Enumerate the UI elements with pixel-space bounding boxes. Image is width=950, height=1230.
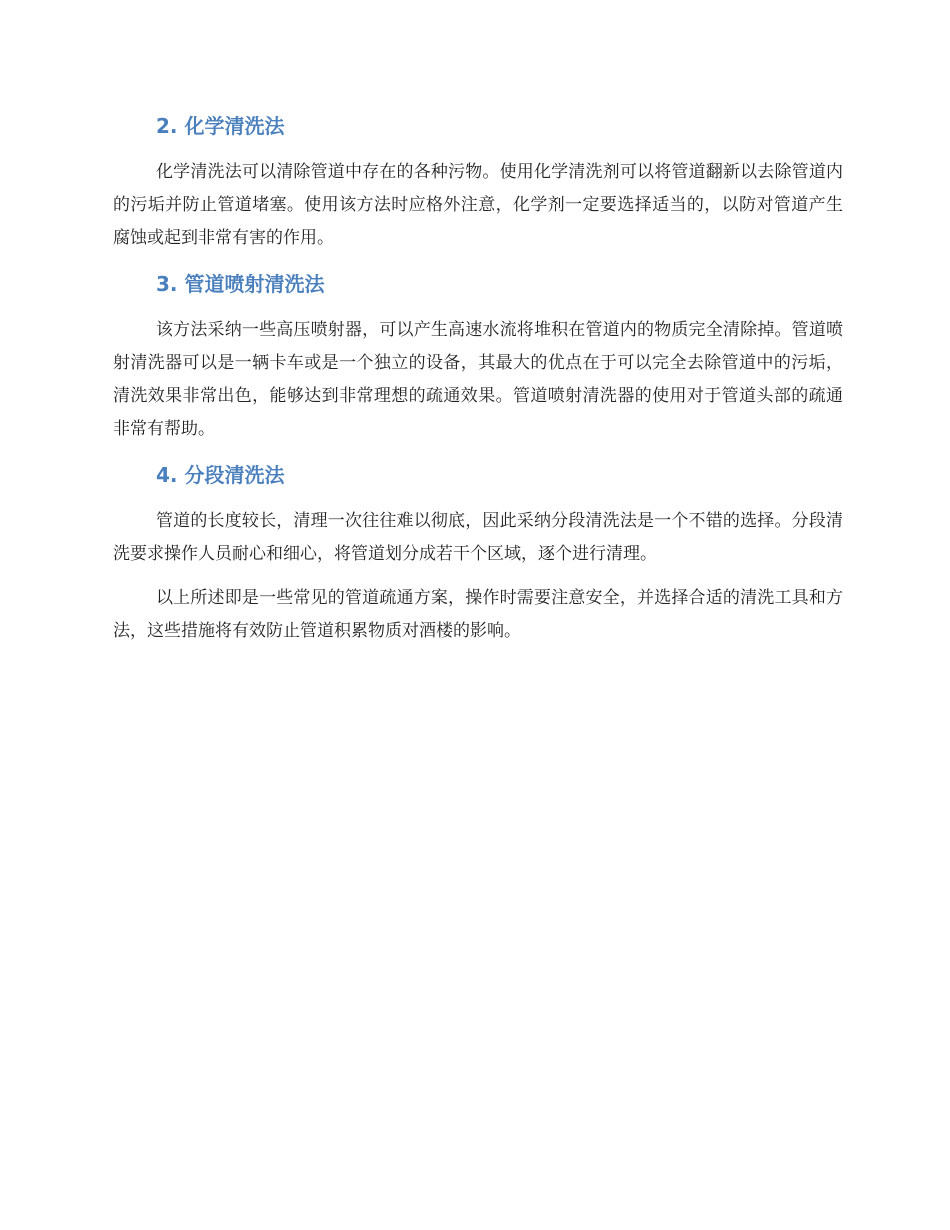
conclusion-paragraph: 以上所述即是一些常见的管道疏通方案，操作时需要注意安全，并选择合适的清洗工具和方法，这些措施将有效防止管道积累物质对酒楼的影响。: [113, 588, 843, 641]
section-heading: 3. 管道喷射清洗法: [156, 272, 325, 296]
document-body: [113, 108, 843, 659]
section-heading: 2. 化学清洗法: [156, 114, 285, 138]
section-jet-cleaning: [113, 266, 843, 446]
section-heading: 4. 分段清洗法: [156, 463, 285, 487]
section-paragraph: 该方法采纳一些高压喷射器，可以产生高速水流将堆积在管道内的物质完全清除掉。管道喷射清洗器可以是一辆卡车或是一个独立的设备，其最大的优点在于可以完全去除管道中的污垢，清洗效果非常出色，能够达到非常理想的疏通效果。管道喷射清洗器的使用对于管道头部的疏通非常有帮助。: [113, 320, 843, 439]
section-segmented-cleaning: [113, 457, 843, 571]
section-paragraph: 化学清洗法可以清除管道中存在的各种污物。使用化学清洗剂可以将管道翻新以去除管道内的污垢并防止管道堵塞。使用该方法时应格外注意，化学剂一定要选择适当的，以防对管道产生腐蚀或起到非常有害的作用。: [113, 162, 843, 248]
section-paragraph: 管道的长度较长，清理一次往往难以彻底，因此采纳分段清洗法是一个不错的选择。分段清洗要求操作人员耐心和细心，将管道划分成若干个区域，逐个进行清理。: [113, 511, 843, 564]
section-chemical-cleaning: [113, 108, 843, 255]
